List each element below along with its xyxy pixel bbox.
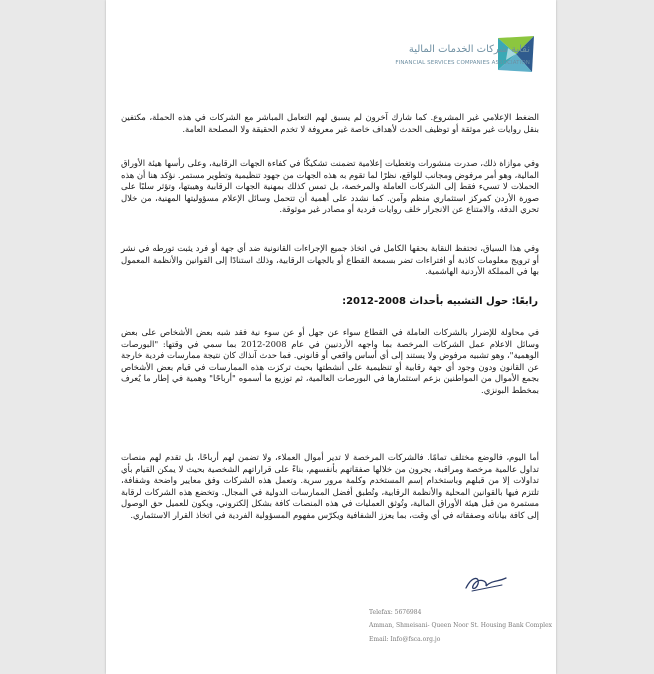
- footer-address: Amman, Shmeisani- Queen Noor St. Housing Bank Complex: [369, 622, 553, 629]
- section-heading: رابعًا: حول التشبيه بأحداث 2008-2012:: [342, 296, 538, 307]
- signature: [462, 572, 510, 594]
- footer-telefax: Telefax: 5676984: [369, 609, 422, 616]
- paragraph-2: وفي موازاة ذلك، صدرت منشورات وتغطيات إعلامية تضمنت تشكيكًا في كفاءة الجهات الرقابية، وعلى رأسها هيئة الأوراق المالية، وهو أمر مرفوض ومجانب للواقع، نظرًا لما تقوم به هذه الجهات من جهود تنظيمية وتطوير مستمر. نؤكد هنا أن هذه الحملات لا تسيء فقط إلى الشركات العاملة والمرخصة، بل تمس كذلك بمهنية الجهات الرقابية وهيبتها، وتؤثر سلبًا على صورة الأردن كمركز استثماري منظم وآمن. كما نشدد على أهمية أن تتحمل وسائل الإعلام مسؤوليتها المهنية، من خلال تحري الدقة، والامتناع عن الانجرار خلف روايات فردية أو مصادر غير موثوقة.: [121, 158, 539, 215]
- org-name-arabic: نقابة شركات الخدمات المالية: [408, 44, 530, 55]
- footer-email: Email: Info@fsca.org.jo: [369, 636, 441, 643]
- paragraph-4: في محاولة للإضرار بالشركات العاملة في القطاع سواء عن جهل أو عن سوء نية فقد شبه بعض الأشخاص على بعض وسائل الاعلام عمل الشركات المرخصة بما واجهه الأردنيين في عام 2008-2012 بما سمي في وقتها: "البورصات الوهمية"، وهو تشبيه مرفوض ولا يستند إلى أي أساس واقعي أو قانوني. فما حدث آنذاك كان نتيجة ممارسات فردية خارجة عن القانون ودون وجود أي جهة رقابية أو تنظيمية على أنشطتها بحيث تركزت هذه الممارسات في قيام بعض الأشخاص بجمع الأموال من المواطنين بزعم استثمارها في البورصات العالمية، ثم توزيع ما أسموه "أرباحًا" وهمية في إطار ما يُعرف بمخطط البونزي.: [121, 327, 539, 395]
- paragraph-1: الضغط الإعلامي غير المشروع. كما شارك آخرون لم يسبق لهم التعامل المباشر مع الشركات في هذه الحملة، مكتفين بنقل روايات غير موثقة أو توظيف الحدث لأهداف خاصة غير معروفة لا تخدم الحقيقة ولا المصلحة العامة.: [121, 112, 539, 134]
- org-name-english: FINANCIAL SERVICES COMPANIES ASSOCIATION: [395, 60, 530, 66]
- paragraph-5: أما اليوم، فالوضع مختلف تمامًا. فالشركات المرخصة لا تدير أموال العملاء، ولا تضمن لهم أرباحًا، بل تقدم لهم منصات تداول عالمية مرخصة ومراقبة، يجرون من خلالها صفقاتهم بأنفسهم، بناءً على قراراتهم الشخصية بحيث لا يمكن القيام بأي تداولات إلا من قبلهم وباستخدام إسم المستخدم وكلمة مرور سرية. وتعمل هذه الشركات وفق معايير واضحة وشفافة، تلتزم فيها بالقوانين المحلية والأنظمة الرقابية، وتُطبق أفضل الممارسات الدولية في المجال. وتخضع هذه الشركات لرقابة مستمرة من قبل هيئة الأوراق المالية، وتُوثق العمليات في هذه المنصات كافة بشكل إلكتروني، ويكون للعميل حق الوصول إلى كافة بياناته وصفقاته في أي وقت، بما يعزز الشفافية ويكرّس مفهوم المسؤولية الفردية في اتخاذ القرار الاستثماري.: [121, 452, 539, 520]
- paragraph-3: وفي هذا السياق، تحتفظ النقابة بحقها الكامل في اتخاذ جميع الإجراءات القانونية ضد أي جهة أو فرد يثبت تورطه في نشر أو ترويج معلومات كاذبة أو افتراءات تضر بسمعة القطاع أو بالجهات الرقابية، وذلك استنادًا إلى القوانين والأنظمة المعمول بها في المملكة الأردنية الهاشمية.: [121, 243, 539, 277]
